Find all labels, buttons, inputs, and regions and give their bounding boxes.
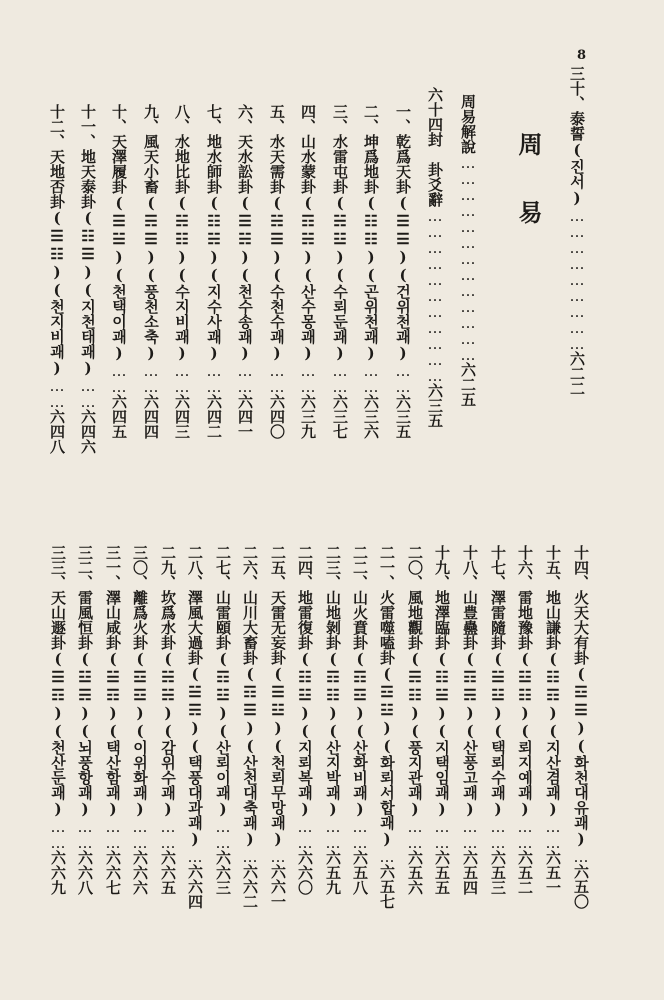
toc-entry [111, 104, 126, 439]
dot-leader: …… [268, 362, 286, 394]
entry-text: 二八、澤風大過卦(☱☴)(택풍대과괘) [186, 545, 204, 848]
toc-entry [174, 104, 189, 439]
entry-text: 十二、天地否卦(☰☷)(천지비괘) [48, 104, 66, 377]
entry-page: 六五一 [544, 850, 562, 895]
entry-page: 六六一 [269, 864, 287, 909]
entry-text: 三三、天山遯卦(☰☶)(천산둔괘) [49, 545, 67, 818]
dot-leader: …… [461, 818, 479, 850]
dot-leader: ………………………………… [459, 154, 477, 362]
toc-entry [395, 104, 410, 439]
entry-page: 六四一 [236, 394, 254, 439]
dot-leader: …… [489, 818, 507, 850]
dot-leader: …… [110, 362, 128, 394]
dot-leader: …… [296, 818, 314, 850]
toc-entry [132, 545, 147, 895]
entry-text: 一、乾爲天卦(☰☰)(건위천괘) [394, 104, 412, 362]
toc-entry [215, 545, 230, 895]
toc-entry [460, 94, 475, 407]
toc-entry [569, 66, 584, 396]
entry-text: 五、水天需卦(☵☰)(수천수괘) [268, 104, 286, 362]
toc-entry [269, 104, 284, 439]
toc-entry [80, 104, 95, 454]
dot-leader: …… [104, 818, 122, 850]
dot-leader: …… [433, 818, 451, 850]
entry-text: 四、山水蒙卦(☶☵)(산수몽괘) [299, 104, 317, 362]
entry-text: 十八、山豊蠱卦(☶☴)(산풍고괘) [461, 545, 479, 818]
entry-page: 六四六 [79, 409, 97, 454]
toc-entry [517, 545, 532, 895]
entry-page: 六四三 [173, 394, 191, 439]
entry-page: 六五七 [378, 864, 396, 909]
entry-page: 六三五 [426, 383, 444, 428]
entry-text: 二六、山川大畜卦(☶☰)(산천대축괘) [241, 545, 259, 848]
dot-leader: …… [406, 818, 424, 850]
dot-leader: …… [49, 818, 67, 850]
toc-entry [407, 545, 422, 895]
toc-entry [427, 87, 442, 428]
entry-text: 二五、天雷无妄卦(☰☳)(천뢰무망괘) [269, 545, 287, 848]
entry-page: 六五五 [433, 850, 451, 895]
toc-entry [434, 545, 449, 895]
toc-entry [325, 545, 340, 895]
dot-leader: …… [331, 362, 349, 394]
dot-leader: … [186, 848, 204, 864]
entry-page: 六六四 [186, 864, 204, 909]
dot-leader: …… [544, 818, 562, 850]
dot-leader: …… [142, 362, 160, 394]
entry-page: 六三五 [394, 394, 412, 439]
entry-page: 六六〇 [296, 850, 314, 895]
entry-text: 六十四封 卦爻辭 [426, 87, 444, 207]
entry-text: 二九、坎爲水卦(☵☵)(감위수괘) [159, 545, 177, 818]
toc-entry [270, 545, 285, 909]
entry-text: 三〇、離爲火卦(☲☲)(이위화괘) [131, 545, 149, 818]
dot-leader: …… [236, 362, 254, 394]
toc-entry [105, 545, 120, 895]
toc-entry [77, 545, 92, 895]
entry-page: 六三六 [362, 394, 380, 439]
entry-page: 六二五 [459, 362, 477, 407]
dot-leader: …… [76, 818, 94, 850]
entry-page: 六四二 [205, 394, 223, 439]
entry-text: 十五、地山謙卦(☷☶)(지산겸괘) [544, 545, 562, 818]
entry-page: 六三九 [299, 394, 317, 439]
dot-leader: …… [48, 377, 66, 409]
toc-entry [490, 545, 505, 895]
dot-leader: …… [516, 818, 534, 850]
dot-leader: …… [351, 818, 369, 850]
toc-entry [545, 545, 560, 895]
toc-entry [143, 104, 158, 439]
entry-text: 十、天澤履卦(☰☱)(천택이괘) [110, 104, 128, 362]
dot-leader: …… [79, 377, 97, 409]
toc-entry [160, 545, 175, 895]
entry-text: 九、風天小畜(☴☰)(풍천소축) [142, 104, 160, 362]
entry-text: 二、坤爲地卦(☷☷)(곤위천괘) [362, 104, 380, 362]
toc-entry [352, 545, 367, 895]
entry-text: 周易解說 [459, 94, 477, 154]
dot-leader: … [269, 848, 287, 864]
entry-page: 六四八 [48, 409, 66, 454]
entry-text: 二四、地雷復卦(☷☳)(지뢰복괘) [296, 545, 314, 818]
toc-entry [462, 545, 477, 895]
entry-page: 六四〇 [268, 394, 286, 439]
dot-leader: …… [131, 818, 149, 850]
entry-text: 七、地水師卦(☷☵)(지수사괘) [205, 104, 223, 362]
dot-leader: …… [299, 362, 317, 394]
page-number: 8 [576, 48, 586, 63]
entry-page: 六四四 [142, 394, 160, 439]
entry-text: 八、水地比卦(☵☷)(수지비괘) [173, 104, 191, 362]
toc-entry [379, 545, 394, 909]
section-title: 周 易 [514, 132, 543, 234]
entry-page: 六六二 [241, 864, 259, 909]
entry-page: 六六三 [214, 850, 232, 895]
dot-leader: …… [205, 362, 223, 394]
entry-page: 六六七 [104, 850, 122, 895]
dot-leader: …… [362, 362, 380, 394]
toc-entry [206, 104, 221, 439]
toc-entry [332, 104, 347, 439]
dot-leader: … [572, 848, 590, 864]
dot-leader: ……………………… [568, 207, 586, 351]
entry-text: 十九、地澤臨卦(☷☱)(지택임괘) [433, 545, 451, 818]
entry-text: 三十、泰誓(진서) [568, 66, 586, 207]
entry-text: 三、水雷屯卦(☵☳)(수뢰둔괘) [331, 104, 349, 362]
entry-page: 六六六 [131, 850, 149, 895]
entry-text: 二二、山火賁卦(☶☲)(산화비괘) [351, 545, 369, 818]
toc-entry [363, 104, 378, 439]
toc-entry [573, 545, 588, 909]
dot-leader: …… [214, 818, 232, 850]
entry-page: 六五六 [406, 850, 424, 895]
toc-entry [297, 545, 312, 895]
entry-page: 六三七 [331, 394, 349, 439]
entry-page: 六五〇 [572, 864, 590, 909]
entry-page: 六五三 [489, 850, 507, 895]
entry-page: 六五九 [324, 850, 342, 895]
entry-text: 十六、雷地豫卦(☳☷)(뢰지예괘) [516, 545, 534, 818]
toc-entry [187, 545, 202, 909]
toc-entry [50, 545, 65, 895]
dot-leader: … [241, 848, 259, 864]
toc-entry [237, 104, 252, 439]
dot-leader: …… [173, 362, 191, 394]
entry-text: 二三、山地剝卦(☶☷)(산지박괘) [324, 545, 342, 818]
entry-text: 十一、地天泰卦(☷☰)(지천태괘) [79, 104, 97, 377]
entry-text: 三二、雷風恒卦(☳☴)(뇌풍항괘) [76, 545, 94, 818]
entry-text: 二〇、風地觀卦(☴☷)(풍지관괘) [406, 545, 424, 818]
entry-page: 六五二 [516, 850, 534, 895]
dot-leader: … [378, 848, 396, 864]
entry-text: 十四、火天大有卦(☲☰)(화천대유괘) [572, 545, 590, 848]
entry-page: 六五四 [461, 850, 479, 895]
entry-text: 十七、澤雷隨卦(☱☳)(택뢰수괘) [489, 545, 507, 818]
dot-leader: …… [159, 818, 177, 850]
entry-page: 六四五 [110, 394, 128, 439]
entry-page: 六六五 [159, 850, 177, 895]
dot-leader: …… [324, 818, 342, 850]
entry-text: 二一、火雷噬嗑卦(☲☳)(화뢰서합괘) [378, 545, 396, 848]
entry-text: 六、天水訟卦(☰☵)(천수송괘) [236, 104, 254, 362]
toc-entry [300, 104, 315, 439]
toc-entry [242, 545, 257, 909]
dot-leader: …… [394, 362, 412, 394]
dot-leader: …………………………… [426, 207, 444, 383]
entry-text: 二七、山雷頤卦(☶☳)(산뢰이괘) [214, 545, 232, 818]
entry-page: 六五八 [351, 850, 369, 895]
entry-text: 三一、澤山咸卦(☱☶)(택산함괘) [104, 545, 122, 818]
entry-page: 六六八 [76, 850, 94, 895]
toc-entry [49, 104, 64, 454]
entry-page: 六二二 [568, 351, 586, 396]
entry-page: 六六九 [49, 850, 67, 895]
